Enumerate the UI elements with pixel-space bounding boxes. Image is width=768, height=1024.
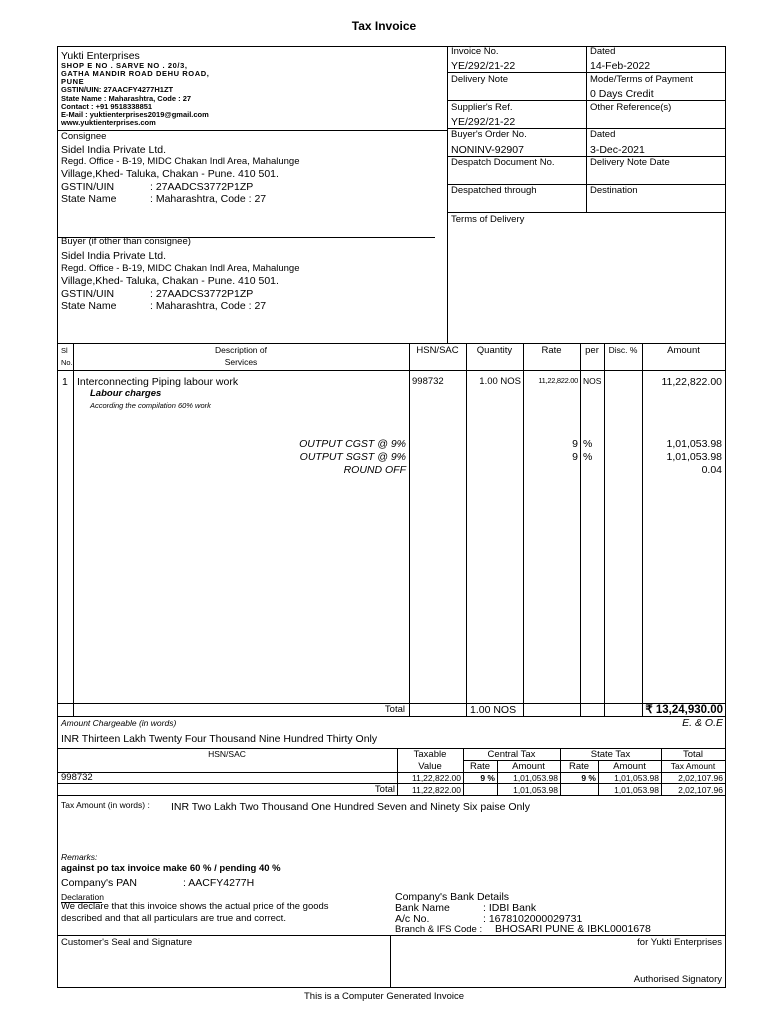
consignee-address-1: Regd. Office - B-19, MIDC Chakan Indl Area, Mahalunge: [61, 156, 300, 167]
words-label: Amount Chargeable (in words): [61, 718, 177, 728]
bank-name-label: Bank Name: [395, 902, 450, 914]
item-sl: 1: [62, 376, 68, 388]
meta-line-6: [447, 212, 725, 213]
frame-top: [57, 46, 726, 47]
header-bottom: [57, 343, 726, 344]
signature-bottom: [57, 987, 726, 988]
buyer-state: : Maharashtra, Code : 27: [150, 300, 267, 312]
col-header-no: No.: [61, 358, 73, 367]
col-qty: [523, 343, 524, 717]
meta-line-1: [447, 72, 725, 73]
remarks-text: against po tax invoice make 60 % / pending 40 %: [61, 863, 281, 874]
col-disc: [642, 343, 643, 717]
col-per: [604, 343, 605, 717]
col-header-rate: Rate: [541, 345, 562, 356]
tt-h-value: Value: [418, 761, 442, 772]
invoice-no: YE/292/21-22: [451, 60, 516, 72]
tt-h-total: Total: [682, 749, 704, 760]
tt-row-c-rate: 9 %: [480, 773, 495, 783]
tax-row-cgst-label: OUTPUT CGST @ 9%: [299, 438, 406, 450]
consignee-gstin-label: GSTIN/UIN: [61, 181, 115, 193]
total-amount: ₹ 13,24,930.00: [645, 704, 723, 716]
col-header-services: Services: [224, 357, 258, 367]
seller-address-1: SHOP E NO . SARVE NO . 20/3,: [61, 61, 188, 70]
invoice-date: 14-Feb-2022: [590, 60, 651, 72]
tax-words-label: Tax Amount (in words) :: [61, 800, 150, 810]
consignee-state: : Maharashtra, Code : 27: [150, 193, 267, 205]
eoe: E. & O.E: [682, 717, 723, 729]
payment-terms: 0 Days Credit: [590, 88, 654, 100]
bank-ac-label: A/c No.: [395, 913, 430, 925]
col-sl: [73, 343, 74, 717]
consignee-name: Sidel India Private Ltd.: [61, 144, 167, 156]
item-description: Interconnecting Piping labour work: [77, 376, 239, 388]
footer-note: This is a Computer Generated Invoice: [304, 991, 464, 1002]
buyer-name: Sidel India Private Ltd.: [61, 250, 167, 262]
total-qty: 1.00 NOS: [470, 704, 517, 716]
seller-address-2: GATHA MANDIR ROAD DEHU ROAD,: [61, 69, 210, 78]
col-header-per: per: [585, 345, 599, 356]
col-header-sl: Sl: [61, 346, 68, 355]
tax-row-cgst-per: %: [583, 438, 593, 450]
seller-state: State Name : Maharashtra, Code : 27: [61, 94, 192, 103]
payment-terms-label: Mode/Terms of Payment: [590, 74, 693, 85]
total-row-bottom: [57, 716, 726, 717]
bank-branch: BHOSARI PUNE & IBKL0001678: [495, 923, 651, 935]
buyer-gstin: : 27AADCS3772P1ZP: [150, 288, 254, 300]
pan-value: : AACFY4277H: [183, 877, 255, 889]
other-ref-label: Other Reference(s): [590, 102, 672, 113]
declaration-line-1: We declare that this invoice shows the actual price of the goods: [61, 901, 329, 912]
col-header-hsn: HSN/SAC: [416, 345, 459, 356]
header-divider: [447, 46, 448, 343]
despatched-through-label: Despatched through: [451, 185, 537, 196]
despatch-doc-label: Despatch Document No.: [451, 157, 555, 168]
tt-h-s-amount: Amount: [613, 761, 646, 772]
total-label: Total: [384, 704, 405, 715]
tax-row-sgst-label: OUTPUT SGST @ 9%: [299, 451, 406, 463]
seller-bottom: [57, 130, 447, 131]
col-header-amount: Amount: [667, 345, 700, 356]
meta-divider: [586, 46, 587, 212]
lower-right-border: [725, 716, 726, 955]
tt-h-c-rate: Rate: [469, 761, 491, 772]
tt-total-total: 2,02,107.96: [678, 785, 723, 795]
signature-top: [57, 935, 726, 936]
tt-h-taxable: Taxable: [413, 749, 447, 760]
col-rate: [580, 343, 581, 717]
item-rate: 11,22,822.00: [538, 376, 578, 385]
item-sub-1: Labour charges: [90, 388, 162, 399]
col-header-qty: Quantity: [476, 345, 513, 356]
meta-line-2: [447, 100, 725, 101]
declaration-line-2: described and that all particulars are true and correct.: [61, 913, 286, 924]
tt-h-c-amount: Amount: [512, 761, 545, 772]
tt-total-s-amount: 1,01,053.98: [614, 785, 659, 795]
supplier-ref: YE/292/21-22: [451, 116, 516, 128]
buyer-address-1: Regd. Office - B-19, MIDC Chakan Indl Area, Mahalunge: [61, 263, 300, 274]
customer-seal-label: Customer's Seal and Signature: [61, 937, 193, 948]
seller-contact: Contact : +91 9518338851: [61, 102, 153, 111]
buyer-state-label: State Name: [61, 300, 117, 312]
frame-left: [57, 46, 58, 716]
col-header-desc: Description of: [215, 345, 267, 355]
tt-row-s-rate: 9 %: [581, 773, 596, 783]
buyer-label: Buyer (if other than consignee): [61, 236, 191, 247]
frame-right: [725, 46, 726, 716]
col-hsn: [466, 343, 467, 717]
tax-row-roundoff-amount: 0.04: [701, 464, 722, 476]
tt-total-label: Total: [374, 784, 395, 795]
taxtable-bottom: [57, 795, 726, 796]
tt-h-total-amount: Tax Amount: [670, 761, 716, 771]
page-title: Tax Invoice: [351, 19, 417, 33]
bank-label: Company's Bank Details: [395, 891, 510, 903]
consignee-gstin: : 27AADCS3772P1ZP: [150, 181, 254, 193]
buyer-order-label: Buyer's Order No.: [451, 129, 527, 140]
declaration-label: Declaration: [61, 892, 104, 902]
tt-total-c-amount: 1,01,053.98: [513, 785, 558, 795]
tt-total-taxable: 11,22,822.00: [412, 785, 461, 795]
tt-row-hsn: 998732: [61, 772, 93, 783]
tt-row-total: 2,02,107.96: [678, 773, 723, 783]
authorised-signatory: Authorised Signatory: [633, 974, 722, 985]
invoice-no-label: Invoice No.: [451, 46, 499, 57]
tax-row-cgst-rate: 9: [572, 438, 578, 450]
tax-row-roundoff-label: ROUND OFF: [343, 464, 406, 476]
seller-gstin: GSTIN/UIN: 27AACFY4277H1ZT: [61, 85, 174, 94]
tt-row-s-amount: 1,01,053.98: [614, 773, 659, 783]
bank-ac: : 1678102000029731: [483, 913, 583, 925]
amount-in-words: INR Thirteen Lakh Twenty Four Thousand Nine Hundred Thirty Only: [61, 733, 378, 745]
tax-row-sgst-amount: 1,01,053.98: [666, 451, 722, 463]
terms-of-delivery-label: Terms of Delivery: [451, 214, 525, 225]
buyer-order-no: NONINV-92907: [451, 144, 524, 156]
items-header-bottom: [57, 370, 726, 371]
delivery-note-date-label: Delivery Note Date: [590, 157, 670, 168]
col-desc: [409, 343, 410, 717]
seller-email[interactable]: E-Mail : yuktienterprises2019@gmail.com: [61, 110, 209, 119]
tt-h-s-rate: Rate: [568, 761, 590, 772]
tt-h-central: Central Tax: [487, 749, 536, 760]
item-sub-2: According the compilation 60% work: [90, 401, 211, 410]
destination-label: Destination: [590, 185, 638, 196]
tax-row-sgst-per: %: [583, 451, 593, 463]
consignee-address-2: Village,Khed- Taluka, Chakan - Pune. 410 501.: [61, 168, 279, 180]
signature-right: [725, 935, 726, 988]
consignee-label: Consignee: [61, 131, 107, 142]
seller-name: Yukti Enterprises: [61, 50, 140, 62]
item-per: NOS: [583, 376, 602, 386]
bank-branch-label: Branch & IFS Code :: [395, 924, 483, 935]
tax-row-sgst-rate: 9: [572, 451, 578, 463]
tax-words-text: INR Two Lakh Two Thousand One Hundred Seven and Ninety Six paise Only: [171, 801, 530, 813]
buyer-address-2: Village,Khed- Taluka, Chakan - Pune. 410 501.: [61, 275, 279, 287]
seller-website[interactable]: www.yuktienterprises.com: [61, 118, 156, 127]
item-hsn: 998732: [412, 376, 444, 387]
tt-h-state: State Tax: [590, 749, 631, 760]
col-header-disc: Disc. %: [608, 345, 638, 355]
item-amount: 11,22,822.00: [661, 376, 722, 388]
consignee-state-label: State Name: [61, 193, 117, 205]
signature-divider: [390, 935, 391, 988]
for-company: for Yukti Enterprises: [637, 937, 722, 948]
signature-left: [57, 935, 58, 988]
supplier-ref-label: Supplier's Ref.: [451, 102, 513, 113]
bank-name: : IDBI Bank: [483, 902, 537, 914]
tax-row-cgst-amount: 1,01,053.98: [666, 438, 722, 450]
delivery-note-label: Delivery Note: [451, 74, 509, 85]
buyer-gstin-label: GSTIN/UIN: [61, 288, 115, 300]
tt-h-hsn: HSN/SAC: [208, 749, 246, 759]
pan-label: Company's PAN: [61, 877, 137, 889]
remarks-label: Remarks:: [61, 852, 98, 862]
buyer-order-date: 3-Dec-2021: [590, 144, 645, 156]
buyer-order-dated-label: Dated: [590, 129, 616, 140]
tt-row-taxable: 11,22,822.00: [412, 773, 461, 783]
seller-address-3: PUNE: [61, 77, 85, 86]
dated-label: Dated: [590, 46, 616, 57]
item-qty: 1.00 NOS: [479, 376, 521, 387]
tt-row-c-amount: 1,01,053.98: [513, 773, 558, 783]
